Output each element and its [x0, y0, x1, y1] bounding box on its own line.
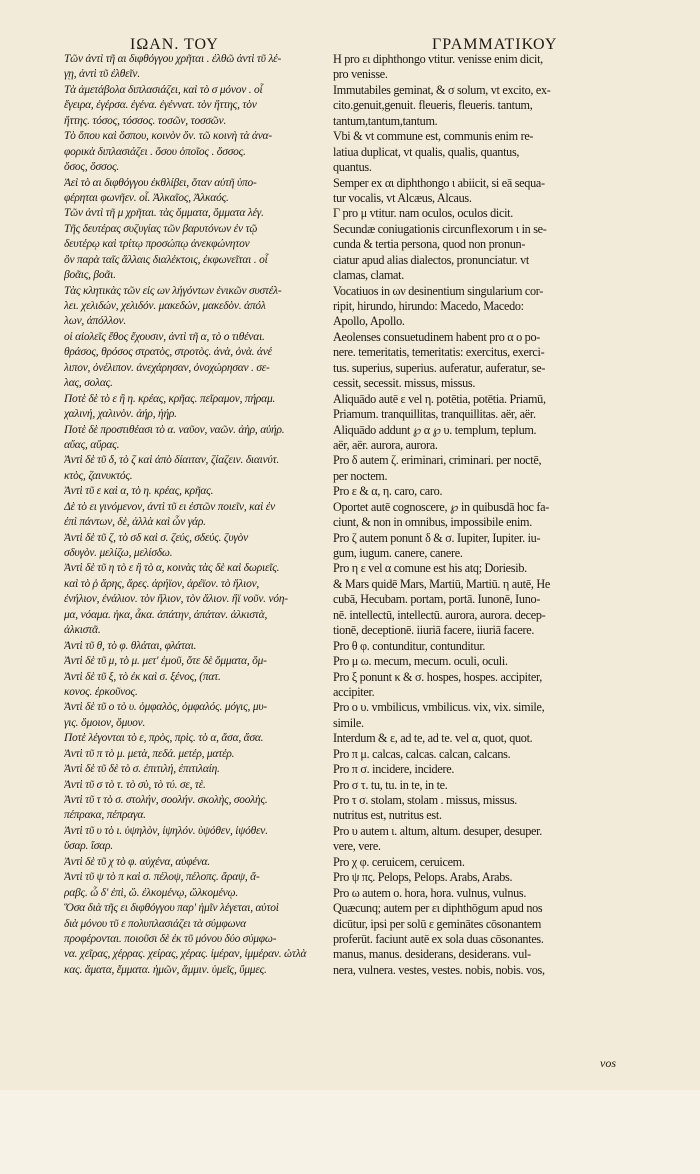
greek-text-line: λας, σολας. [64, 377, 113, 390]
latin-text-line: Pro ω autem o. hora, hora. vulnus, vulnus. [333, 885, 527, 900]
latin-text-line: cunda & tertia persona, quod non pronun- [333, 237, 526, 252]
greek-text-line: Ἀντὶ τῦ τ τὸ σ. στολήν, σοολήν. σκολὴς, σοολὴς. [64, 794, 268, 806]
latin-text-line: Pro o υ. vmbilicus, vmbilicus. vix, vix. simile, [333, 700, 545, 715]
greek-text-line: ὂν παρὰ ταῖς ἄλλαις διαλέκτοις, ἐκφωνεῖται . οἷ [64, 253, 268, 266]
latin-text-line: accipiter. [333, 684, 375, 699]
greek-text-line: Τῆς δευτέρας συζυγίας τῶν βαρυτόνων ἐν τῷ [64, 222, 258, 235]
greek-text-line: προφέρονται. ποιοῦσι δὲ ἐκ τῦ μόνου δύο σύμφω- [64, 932, 277, 945]
greek-text-line: ὅσος, ὅσσος. [64, 161, 120, 174]
greek-text-line: ἥττης. τόσος, τόσσος. τοσῶν, τοσσῶν. [64, 114, 227, 127]
greek-text-line: δευτέρῳ καὶ τρίτῳ προσώπῳ ἀνεκφώνητον [64, 238, 250, 251]
greek-text-line: Τῶν ἀντὶ τῆ μ χρῆται. τὰς ὄμματα, ὄμματα λέγ. [64, 207, 264, 220]
greek-text-line: Ἀντὶ δὲ τῦ ζ, τὸ σδ καὶ σ. ζεύς, σδεύς. ζυγὸν [64, 531, 249, 544]
latin-text-line: dicūtur, ipsi per solū ε geminātes cōsonantem [333, 916, 542, 931]
latin-text-line: Quæcunq; autem per ει diphthōgum apud nos [333, 901, 543, 916]
greek-text-line: θράσος, θρόσος στρατὸς, στροτὸς. ἀνὰ, ὀνὰ. ἀνέ [64, 346, 272, 359]
greek-text-line: ἐπὶ πάντων, δὲ, ἀλλὰ καὶ ὧν γάρ. [64, 516, 206, 529]
greek-text-line: λων, ἀπόλλον. [64, 315, 126, 328]
latin-text-line: nē. intellectū, intellectū. aurora, aurora. decep- [333, 607, 546, 622]
greek-text-line: Ἀεὶ τὸ αι διφθόγγου ἐκθλίβει, ὅταν αὐτῆ ὑπο- [64, 176, 257, 189]
latin-text-line: latiua duplicat, vt qualis, qualis, quantus, [333, 144, 520, 159]
greek-text-line: πέπρακα, πέπραγα. [64, 809, 146, 822]
greek-text-line: χαλινή, χαλινὸν. ἀήρ, ἠήρ. [64, 408, 177, 421]
greek-text-line: Ποτὲ δὲ προστιθέασι τὸ α. ναῦον, ναῶν. ἀὴρ, αὐήρ. [64, 423, 285, 436]
latin-text-line: tantum,tantum,tantum. [333, 113, 438, 128]
greek-text-line: ραβς. ὦ δ' ἐπὶ, ὥ. ἐλκομένῳ, ὥλκομένῳ. [64, 886, 238, 899]
latin-text-line: Aliquādo autē ε vel η. potētia, potētia. Priamū, [333, 391, 546, 406]
latin-text-line: tur vocalis, vt Alcæus, Alcaus. [333, 190, 472, 205]
greek-text-line: ἀλκιστᾶ. [64, 624, 101, 637]
greek-text-line: διὰ μόνου τῦ ε πολυπλασιάζει τὰ σύμφωνα [64, 917, 246, 930]
greek-text-line: οἱ αἰολεῖς ἔθος ἔχουσιν, ἀντὶ τῆ α, τὸ ο τιθέναι. [64, 330, 265, 343]
latin-text-line: Aliquādo addunt ℘ α ℘ υ. templum, teplum. [333, 422, 537, 437]
latin-text-line: nera, vulnera. vestes, vestes. nobis, nobis. vos, [333, 962, 545, 977]
greek-text-line: Ἀντὶ τῦ ε καὶ α, τὸ η. κρέας, κρῆας. [64, 485, 214, 498]
latin-text-line: ciatur apud alias dialectos, pronunciatur. vt [333, 252, 529, 267]
latin-text-line: Pro σ τ. tu, tu. in te, in te. [333, 777, 448, 792]
latin-text-line: Pro ψ πς. Pelops, Pelops. Arabs, Arabs. [333, 870, 513, 885]
latin-column [333, 52, 625, 978]
latin-text-line: Γ pro μ vtitur. nam oculos, oculos dicit. [333, 206, 514, 221]
latin-text-line: Secundæ coniugationis circunflexorum ι in se- [333, 221, 547, 236]
latin-text-line: cito.genuit,genuit. fleueris, fleueris. tantum, [333, 98, 533, 113]
greek-text-line: Ἀντὶ τῦ υ τὸ ι. ὑψηλὸν, ἰψηλόν. ὑψόθεν, ἰψόθεν. [64, 824, 268, 837]
greek-text-line: να. χεῖρας, χέρρας. χείρας, χέρας. ἱμέραν, ἱμμέραν. ὠτλὰ [64, 948, 307, 961]
greek-text-line: Ἀντὶ τῦ θ, τὸ φ. θλάται, φλάται. [64, 639, 197, 652]
greek-text-line: κτὸς, ζαινυκτός. [64, 469, 133, 482]
greek-text-line: Ἀντὶ δὲ τῦ μ, τὸ μ. μετ' ἐμοῦ, ὅτε δὲ ὄμματα, ὄμ- [64, 655, 267, 668]
latin-text-line: tus. superius, superius. auferatur, auferatur, se- [333, 360, 546, 375]
latin-text-line: simile. [333, 715, 364, 730]
latin-text-line: Η pro ει diphthongo vtitur. venisse enim dicit, [333, 52, 543, 66]
latin-text-line: manus, manus. desiderans, desiderans. vul- [333, 947, 531, 962]
greek-text-line: Ἀντὶ τῦ σ τὸ τ. τὸ σὺ, τὸ τύ. σε, τὲ. [64, 778, 206, 791]
latin-text-line: Pro μ ω. mecum, mecum. oculi, oculi. [333, 654, 508, 669]
latin-text-line: per noctem. [333, 468, 388, 483]
greek-text-line: Ἀντὶ δὲ τῦ χ τὸ φ. αὐχένα, αὐφένα. [64, 855, 210, 868]
greek-text-line: Ἀντὶ δὲ τῦ ξ, τὸ ἐκ καὶ σ. ξένος, (πατ. [64, 670, 221, 683]
latin-text-line: Pro ξ ponunt κ & σ. hospes, hospes. accipiter, [333, 669, 542, 684]
greek-text-line: φορικὰ διπλασιάζει . ὅσου ὁποῖος . ὅσσος. [64, 145, 246, 158]
greek-text-line: σδυγὸν. μελίζω, μελίσδω. [64, 547, 173, 559]
latin-text-line: Pro ε & α, η. caro, caro. [333, 484, 443, 499]
latin-text-line: pro venisse. [333, 67, 388, 82]
greek-text-line: Τὸ ὅπου καὶ ὅσπου, κοινὸν ὄν. τῶ κοινὴ τὰ ἀνα- [64, 130, 272, 143]
latin-text-line: tionē, deceptionē. iiuriā facere, iiuriā facere. [333, 623, 535, 638]
greek-text-line: κας. ἅματα, ἕμματα. ἡμῶν, ἄμμιν. ὑμεῖς, ὔμμες. [64, 963, 267, 976]
greek-text-line: Ἀντὶ τῦ ψ τὸ π καὶ σ. πέλοψ, πέλοπς. ἄραψ, ἄ- [64, 871, 260, 884]
greek-text-line: Ποτὲ δὲ τὸ ε ἢ η. κρέας, κρῆας. πεῖραμον, πήραμ. [64, 392, 276, 405]
latin-text-line: Pro ζ autem ponunt δ & σ. Iupiter, Iupiter. iu- [333, 530, 541, 545]
latin-text-line: ripit, hirundo, hirundo: Macedo, Macedo: [333, 299, 524, 313]
latin-text-line: Priamum. tranquillitas, tranquillitas. aër, aër. [333, 407, 536, 422]
greek-text-line: Ἀντὶ δὲ τῦ ο τὸ υ. ὀμφαλὸς, ὀμφαλός. μόγις, μυ- [64, 701, 267, 714]
latin-text-line: Pro χ φ. ceruicem, ceruicem. [333, 854, 465, 869]
catchword: vos [600, 1056, 616, 1070]
greek-text-line: Ἀντὶ τῦ π τὸ μ. μετὰ, πεδά. μετέρ, ματέρ. [64, 747, 235, 760]
latin-text-line: ciunt, & non in omnibus, impossibile enim. [333, 515, 532, 530]
latin-text-line: vere, vere. [333, 839, 381, 854]
latin-text-line: clamas, clamat. [333, 268, 404, 283]
greek-text-line: Ἀντὶ δὲ τῦ η τὸ ε ἢ τὸ α, κοινὰς τὰς δὲ καὶ δωριεῖς. [64, 562, 280, 575]
greek-text-line: ἔγειρα, ἐγέρσα. ἐγένα. ἐγέννατ. τὸν ἥττης, τὸν [64, 99, 257, 112]
greek-text-line: Ὅσα διὰ τῆς ει διφθόγγου παρ' ἡμῖν λέγεται, αὐτοὶ [64, 902, 279, 915]
latin-text-line: aër, aër. aurora, aurora. [333, 437, 438, 452]
running-head-right: ΓΡΑΜΜΑΤΙΚΟΥ [432, 36, 558, 53]
greek-text-line: βοᾶις, βοᾶι. [64, 269, 116, 282]
greek-text-line: λιπον, ὀνέλιπον. ἀνεχάρησαν, ὀνοχώρησαν . σε- [64, 361, 270, 374]
latin-text-line: gum, iugum. canere, canere. [333, 546, 463, 560]
latin-text-line: Pro η ε vel α comune est his atq; Doriesib. [333, 561, 527, 576]
greek-text-line: καὶ τὸ ῥ ἄρης, ἄρες. ἀρήϊον, ἀρέϊον. τὸ ἥλιον, [64, 577, 260, 590]
page-margin-bottom [0, 1090, 700, 1174]
greek-text-line: κονος. ἐρκοῦνος. [64, 685, 138, 698]
greek-column [64, 52, 328, 978]
running-head-left: ΙΩΑΝ. ΤΟΥ [130, 36, 219, 53]
latin-text-line: Pro δ autem ζ. eriminari, criminari. per noctē, [333, 453, 542, 468]
greek-text-line: Δὲ τὸ ει γινόμενον, ἀντὶ τῦ ει ἐστῶν ποιεῖν, καὶ ἐν [64, 500, 275, 513]
latin-text-line: cessit, secessit. missus, missus. [333, 376, 476, 391]
latin-text-line: Pro θ φ. contunditur, contunditur. [333, 638, 486, 653]
greek-text-line: φέρηται φωνῆεν. οἷ. Ἀλκαῖος, Ἀλκαός. [64, 191, 229, 204]
latin-text-line: Vbi & vt commune est, communis enim re- [333, 129, 534, 144]
greek-text-line: λει. χελιδών, χελιδόν. μακεδών, μακεδὸν. ἀπόλ [64, 300, 266, 312]
latin-text-line: Oportet autē cognoscere, ℘ in quibusdā hoc fa- [333, 499, 550, 514]
latin-text-line: Interdum & ε, ad te, ad te. vel α, quot, quot. [333, 731, 533, 746]
latin-text-line: Vocatiuos in ων desinentium singularium cor- [333, 283, 544, 298]
greek-text-line: Τῶν ἀντὶ τῆ αι διφθόγγου χρῆται . ἐλθῶ ἀντὶ τῦ λέ- [64, 53, 282, 65]
latin-text-line: Semper ex αι diphthongo ι abiicit, si eā sequa- [333, 175, 545, 190]
latin-text-line: Aeolenses consuetudinem habent pro α o po- [333, 329, 541, 344]
greek-text-line: γῃ, ἀντὶ τῦ ἐλθεῖν. [64, 68, 140, 81]
latin-text-line: Pro υ autem ι. altum, altum. desuper, desuper. [333, 823, 542, 838]
latin-text-line: & Mars quidē Mars, Martiū, Martiū. η autē, He [333, 576, 550, 591]
latin-text-line: Pro π μ. calcas, calcas. calcan, calcans. [333, 746, 511, 761]
greek-text-line: Ἀντὶ δὲ τῦ δὲ τὸ σ. ἐπιτιλή, ἐπιτιλαίη. [64, 763, 220, 776]
greek-text-line: ἐνήλιον, ἐνάλιον. τὸν ἥλιον, τὸν ἅλιον. ἤϊ νοῦν. νόη- [64, 593, 288, 606]
greek-text-line: Ποτὲ λέγονται τὸ ε, πρὸς, πρὶς. τὸ α, ἄσα, ἄσα. [64, 732, 264, 745]
greek-text-line: αὔας, αὔρας. [64, 438, 120, 451]
greek-text-line: ὕσαρ. ἴσαρ. [64, 840, 113, 853]
greek-text-line: Τὰ ἀμετάβολα διπλασιάζει, καὶ τὸ σ μόνον . οἷ [64, 83, 263, 96]
greek-text-line: γις. ὅμοιον, ὅμυον. [64, 716, 146, 729]
latin-text-line: nutritus est, nutritus est. [333, 808, 442, 823]
latin-text-line: proferūt. faciunt autē ex sola duas cōsonantes. [333, 931, 544, 946]
greek-text-line: μα, νόαμα. ἡκα, ἆκα. ἀπάτην, ἀπάταν. ἀλκιστὰ, [64, 608, 268, 621]
greek-text-line: Ἀντὶ δὲ τῦ δ, τὸ ζ καὶ ἀπὸ δίαιταν, ζίαζειν. διαινύτ. [64, 454, 280, 467]
latin-text-line: quantus. [333, 160, 372, 175]
latin-text-line: Immutabiles geminat, & σ solum, vt excito, ex- [333, 82, 551, 97]
latin-text-line: Pro π σ. incidere, incidere. [333, 762, 455, 777]
latin-text-line: cubā, Hecubam. portam, portā. Iunonē, Iuno- [333, 592, 541, 607]
latin-text-line: nere. temeritatis, temeritatis: exercitus, exerci- [333, 345, 545, 360]
greek-text-line: Τὰς κλητικὰς τῶν εἰς ων λήγόντων ἑνικῶν συστέλ- [64, 284, 282, 297]
latin-text-line: Pro τ σ. stolam, stolam . missus, missus. [333, 793, 518, 807]
latin-text-line: Apollo, Apollo. [333, 314, 405, 329]
